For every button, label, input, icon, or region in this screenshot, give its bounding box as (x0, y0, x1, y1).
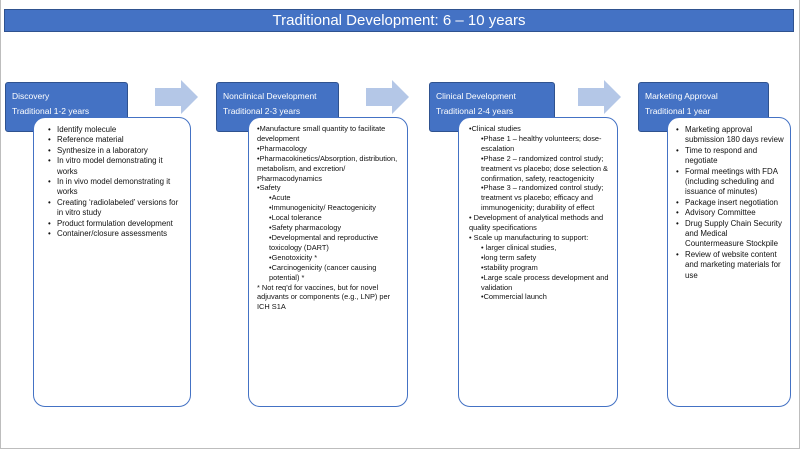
list-item: • Review of website content and marketing materials for use (676, 250, 785, 281)
stage-title: Clinical Development (436, 91, 516, 101)
list-item: •Safety (257, 183, 281, 193)
list-item: •stability program (481, 262, 538, 272)
footnote: * Not req’d for vaccines, but for novel adjuvants or components (e.g., LNP) per ICH S1A (257, 282, 391, 312)
stage-duration: Traditional 2-3 years (223, 106, 301, 116)
stage-body-marketing (667, 117, 791, 407)
list-item: • Creating ‘radiolabeled’ versions for in vitro study (48, 198, 182, 219)
list-item: •Phase 2 – randomized control study; treatment vs placebo; dose selection & confirmation, safety, reactogenicity (481, 153, 608, 183)
list-item: • Container/closure assessments (48, 229, 182, 239)
list-item: • Identify molecule (48, 125, 182, 135)
stage-body-nonclinical (248, 117, 408, 407)
list-item: • Marketing approval submission 180 days review (676, 125, 785, 146)
list-item: •Phase 1 – healthy volunteers; dose-escalation (481, 133, 602, 153)
arrow-right-icon (578, 80, 621, 114)
arrow-right-icon (155, 80, 198, 114)
list-item: • larger clinical studies, (481, 242, 557, 252)
timeline-banner: Traditional Development: 6 – 10 years (4, 9, 794, 32)
arrow-right-icon (366, 80, 409, 114)
list-item: •Manufacture small quantity to facilitate development (257, 124, 386, 143)
stage-duration: Traditional 1 year (645, 106, 711, 116)
list-item: • In vitro model demonstrating it works (48, 156, 182, 177)
list-item: •Local tolerance (269, 213, 322, 223)
list-item: • Package insert negotiation (676, 198, 785, 208)
list-item: •Carcinogenicity (cancer causing potential) * (269, 262, 377, 282)
list-item: •Genotoxicity * (269, 252, 318, 262)
stage-title: Nonclinical Development (223, 91, 317, 101)
stage-body-discovery (33, 117, 191, 407)
list-item: • Scale up manufacturing to support: (469, 232, 589, 242)
list-item: •Commercial launch (481, 292, 547, 302)
list-item: •Developmental and reproductive toxicology (DART) (269, 232, 378, 252)
list-item: • Synthesize in a laboratory (48, 146, 182, 156)
stage-body-clinical (458, 117, 618, 407)
stage-duration: Traditional 2-4 years (436, 106, 514, 116)
list-item: •Safety pharmacology (269, 223, 342, 233)
list-item: •Acute (269, 193, 291, 203)
list-item: • Advisory Committee (676, 208, 785, 218)
list-item: • Development of analytical methods and quality specifications (469, 213, 604, 233)
list-item: •long term safety (481, 252, 537, 262)
list-item: •Large scale process development and validation (481, 272, 609, 292)
list-item: •Pharmacology (257, 143, 307, 153)
list-item: • Reference material (48, 135, 182, 145)
list-item: • Drug Supply Chain Security and Medical Countermeasure Stockpile (676, 219, 785, 250)
list-item: •Phase 3 – randomized control study; treatment vs placebo; efficacy and immunogenicity; durability of effect (481, 183, 604, 213)
stage-title: Discovery (12, 91, 50, 101)
stage-duration: Traditional 1-2 years (12, 106, 90, 116)
list-item: •Pharmacokinetics/Absorption, distribution, metabolism, and excretion/ Pharmacodynamics (257, 153, 398, 183)
list-item: • Time to respond and negotiate (676, 146, 785, 167)
list-item: •Clinical studies (469, 124, 521, 133)
stage-title: Marketing Approval (645, 91, 718, 101)
list-item: • Formal meetings with FDA (including scheduling and issuance of minutes) (676, 167, 785, 198)
list-item: •Immunogenicity/ Reactogenicity (269, 203, 376, 213)
list-item: • In in vivo model demonstrating it works (48, 177, 182, 198)
list-item: • Product formulation development (48, 219, 182, 229)
